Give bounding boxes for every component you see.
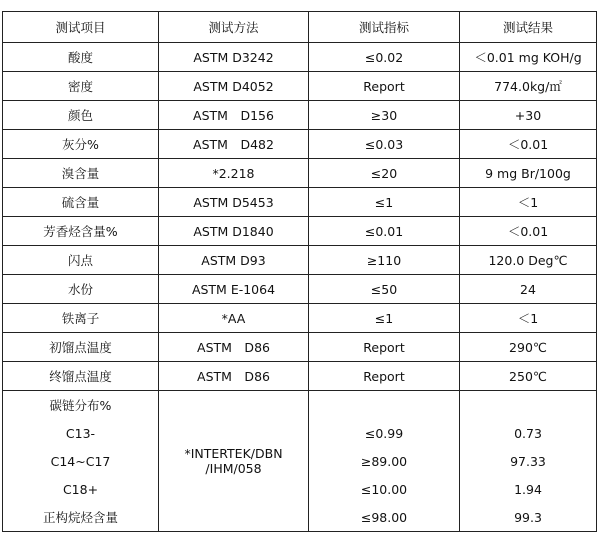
cell-result: ＜0.01 [460, 130, 597, 159]
cell-item: 颜色 [3, 101, 159, 130]
group-items-line: C14~C17 [50, 453, 111, 469]
cell-spec: ≥30 [309, 101, 460, 130]
cell-result: ＜1 [460, 304, 597, 333]
group-results-line [460, 391, 596, 419]
group-items-line: C13- [65, 425, 96, 441]
cell-result: 774.0kg/㎡ [460, 72, 597, 101]
cell-spec: ≤0.03 [309, 130, 460, 159]
table-row [3, 130, 597, 159]
table-body [3, 12, 597, 532]
group-results-line: 97.33 [510, 453, 546, 469]
header-spec: 测试指标 [309, 12, 460, 43]
cell-result: 120.0 Deg℃ [460, 246, 597, 275]
cell-result: ＜1 [460, 188, 597, 217]
cell-item: 初馏点温度 [3, 333, 159, 362]
cell-result: 250℃ [460, 362, 597, 391]
cell-method: *2.218 [159, 159, 309, 188]
cell-method: ASTM D5453 [159, 188, 309, 217]
table-row [3, 188, 597, 217]
carbon-distribution-row [3, 391, 597, 532]
table-row [3, 101, 597, 130]
table-row [3, 304, 597, 333]
cell-result: 9 mg Br/100g [460, 159, 597, 188]
cell-result: +30 [460, 101, 597, 130]
table-row [3, 43, 597, 72]
table-row [3, 72, 597, 101]
cell-method: ASTM D156 [159, 101, 309, 130]
cell-item: 溴含量 [3, 159, 159, 188]
table-header-row [3, 12, 597, 43]
cell-item: 密度 [3, 72, 159, 101]
cell-method: ASTM D482 [159, 130, 309, 159]
cell-item: 闪点 [3, 246, 159, 275]
cell-item: 硫含量 [3, 188, 159, 217]
cell-spec: ≤1 [309, 188, 460, 217]
cell-method: ASTM D1840 [159, 217, 309, 246]
cell-result: 24 [460, 275, 597, 304]
group-specs-line: ≥89.00 [360, 453, 408, 469]
cell-group-results [460, 391, 597, 532]
cell-item: 终馏点温度 [3, 362, 159, 391]
group-items-line: 碳链分布% [49, 398, 112, 413]
group-specs-line: ≤0.99 [364, 425, 404, 441]
table-row [3, 159, 597, 188]
cell-spec: ≤0.02 [309, 43, 460, 72]
cell-spec: Report [309, 72, 460, 101]
cell-method: ASTM D86 [159, 362, 309, 391]
header-item: 测试项目 [3, 12, 159, 43]
cell-spec: ≤1 [309, 304, 460, 333]
group-items-line: 正构烷烃含量 [42, 510, 118, 525]
test-results-table [2, 11, 597, 532]
header-result: 测试结果 [460, 12, 597, 43]
cell-group-specs [309, 391, 460, 532]
cell-method: ASTM E-1064 [159, 275, 309, 304]
cell-method: ASTM D3242 [159, 43, 309, 72]
cell-item: 酸度 [3, 43, 159, 72]
group-specs-line [309, 391, 459, 419]
group-items-line: C18+ [62, 481, 99, 497]
group-results-line: 99.3 [514, 509, 542, 525]
table-row [3, 246, 597, 275]
cell-group-items [3, 391, 159, 532]
table-row [3, 275, 597, 304]
cell-item: 灰分% [3, 130, 159, 159]
group-results-line: 1.94 [514, 481, 542, 497]
table-row [3, 362, 597, 391]
header-method: 测试方法 [159, 12, 309, 43]
cell-item: 铁离子 [3, 304, 159, 333]
cell-result: ＜0.01 mg KOH/g [460, 43, 597, 72]
table-row [3, 217, 597, 246]
cell-method: ASTM D86 [159, 333, 309, 362]
group-specs-line: ≤98.00 [360, 509, 408, 525]
cell-result: ＜0.01 [460, 217, 597, 246]
cell-spec: Report [309, 333, 460, 362]
cell-group-method: *INTERTEK/DBN /IHM/058 [159, 391, 309, 532]
cell-spec: ≤0.01 [309, 217, 460, 246]
cell-result: 290℃ [460, 333, 597, 362]
cell-method: ASTM D93 [159, 246, 309, 275]
table-row [3, 333, 597, 362]
cell-method: ASTM D4052 [159, 72, 309, 101]
cell-item: 水份 [3, 275, 159, 304]
group-specs-line: ≤10.00 [360, 481, 408, 497]
cell-spec: ≤50 [309, 275, 460, 304]
cell-spec: ≥110 [309, 246, 460, 275]
cell-spec: Report [309, 362, 460, 391]
group-results-line: 0.73 [514, 425, 542, 441]
cell-item: 芳香烃含量% [3, 217, 159, 246]
cell-method: *AA [159, 304, 309, 333]
cell-spec: ≤20 [309, 159, 460, 188]
